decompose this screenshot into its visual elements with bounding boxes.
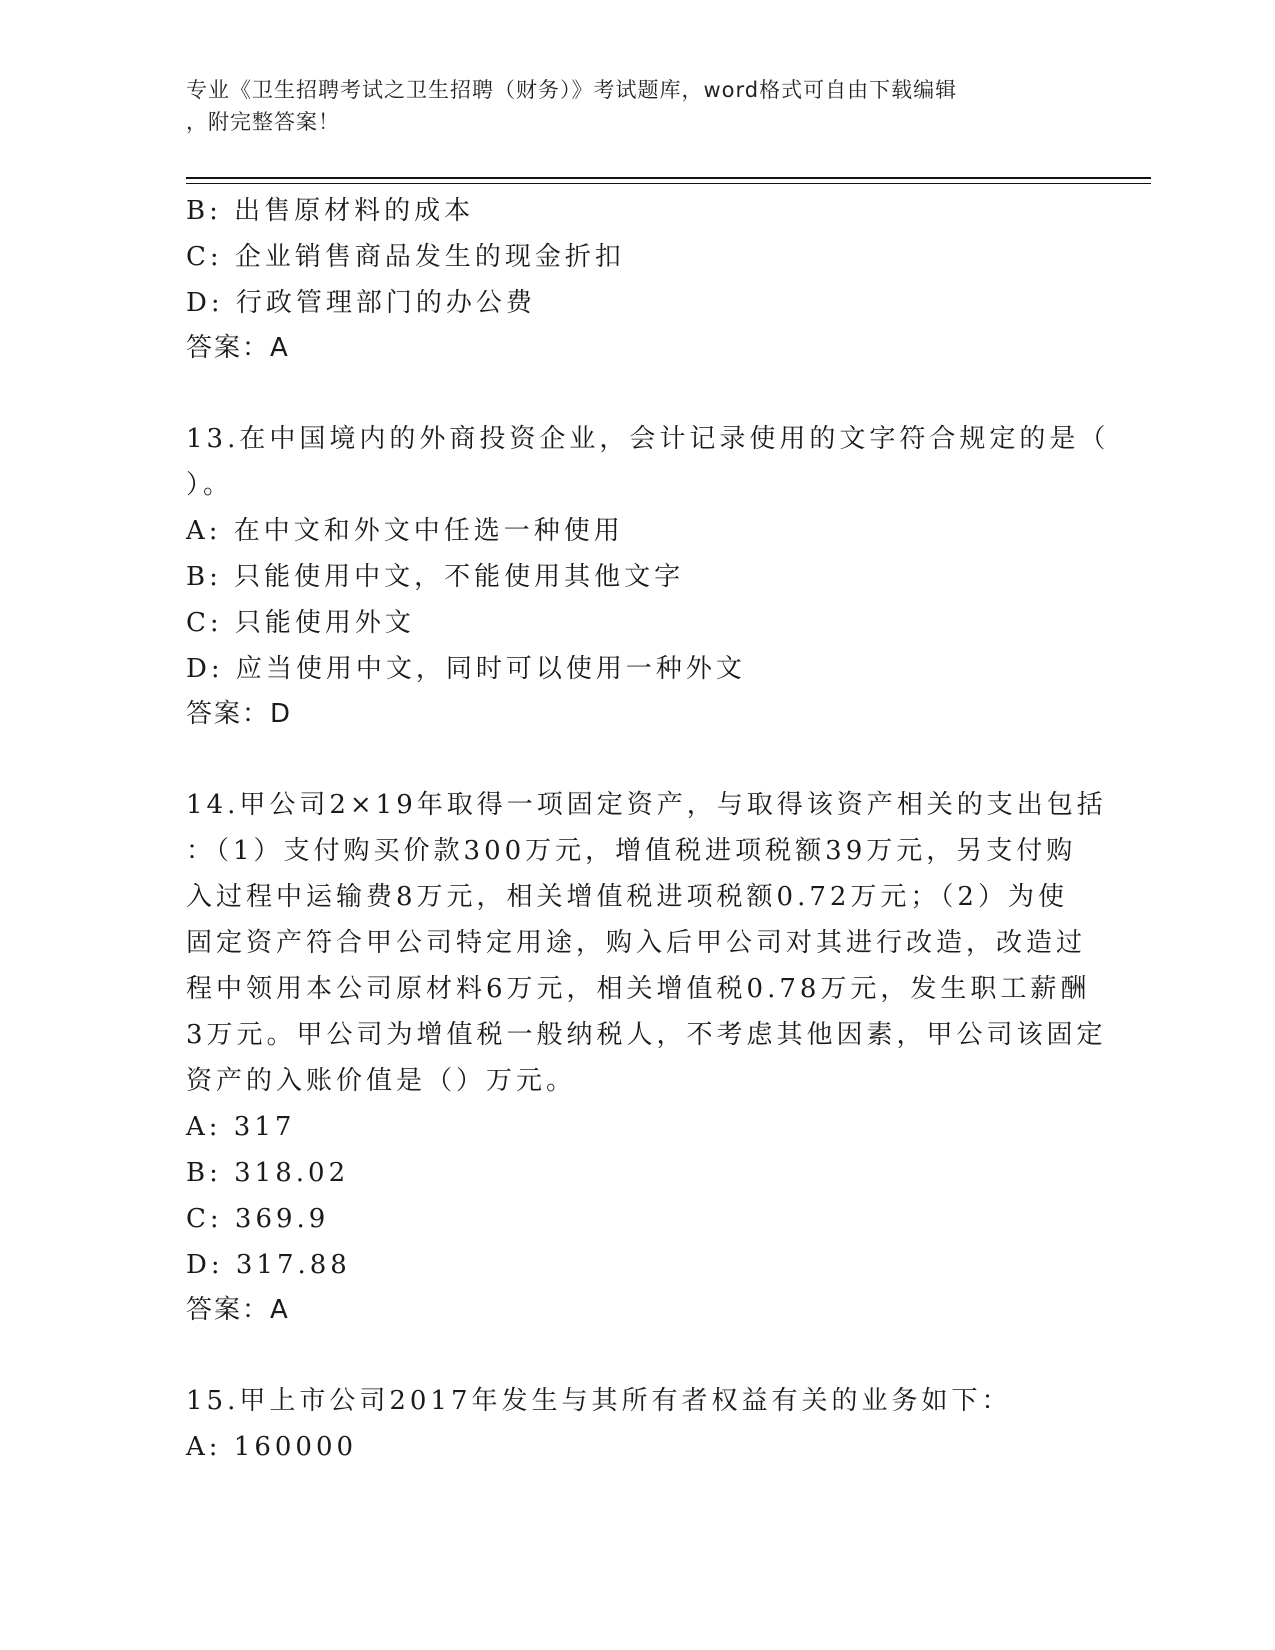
- q14-stem-line-7: 资产的入账价值是（）万元。: [186, 1066, 577, 1096]
- question-spacer: [186, 736, 1086, 782]
- q14-option-b: B: 318.02: [186, 1158, 350, 1188]
- question-spacer: [186, 370, 1086, 416]
- q13-answer: 答案：D: [186, 699, 293, 729]
- q14-stem-line-2: ：（1）支付购买价款300万元，增值税进项税额39万元，另支付购: [186, 836, 1077, 866]
- q14-stem-line-3: 入过程中运输费8万元，相关增值税进项税额0.72万元；（2）为使: [186, 882, 1068, 912]
- q12-option-b: B: 出售原材料的成本: [186, 196, 475, 226]
- q13-option-d: D: 应当使用中文，同时可以使用一种外文: [186, 654, 746, 684]
- document-header: [186, 74, 1066, 138]
- q12-option-c: C: 企业销售商品发生的现金折扣: [186, 242, 625, 272]
- question-list: [186, 188, 1110, 1470]
- question-13: [186, 416, 1110, 736]
- header-divider-thick: [186, 177, 1151, 179]
- question-spacer: [186, 1332, 1086, 1378]
- q15-stem-line-1: 15.甲上市公司2017年发生与其所有者权益有关的业务如下：: [186, 1386, 1012, 1416]
- q13-option-a: A: 在中文和外文中任选一种使用: [186, 516, 624, 546]
- q13-stem-line-1: 13.在中国境内的外商投资企业，会计记录使用的文字符合规定的是（: [186, 424, 1110, 454]
- header-title-line-1: 专业《卫生招聘考试之卫生招聘（财务）》考试题库，word格式可自由下载编辑: [186, 78, 958, 102]
- q14-option-a: A: 317: [186, 1112, 296, 1142]
- header-divider-thin: [186, 183, 1151, 184]
- question-15: [186, 1378, 1086, 1470]
- q14-stem-line-4: 固定资产符合甲公司特定用途，购入后甲公司对其进行改造，改造过: [186, 928, 1087, 958]
- question-14: [186, 782, 1107, 1332]
- q14-stem-line-6: 3万元。甲公司为增值税一般纳税人，不考虑其他因素，甲公司该固定: [186, 1020, 1107, 1050]
- q13-stem-line-2: ）。: [186, 470, 234, 500]
- q14-stem-line-1: 14.甲公司2×19年取得一项固定资产，与取得该资产相关的支出包括: [186, 790, 1107, 820]
- q14-answer: 答案：A: [186, 1295, 290, 1325]
- q12-answer: 答案：A: [186, 333, 290, 363]
- header-title-line-2: ，附完整答案！: [186, 110, 340, 134]
- q13-option-b: B: 只能使用中文，不能使用其他文字: [186, 562, 685, 592]
- q14-stem-line-5: 程中领用本公司原材料6万元，相关增值税0.78万元，发生职工薪酬: [186, 974, 1091, 1004]
- q14-option-d: D: 317.88: [186, 1250, 351, 1280]
- question-12: [186, 188, 1086, 370]
- q13-option-c: C: 只能使用外文: [186, 608, 415, 638]
- q15-option-a: A: 160000: [186, 1432, 358, 1462]
- q12-option-d: D: 行政管理部门的办公费: [186, 288, 536, 318]
- q14-option-c: C: 369.9: [186, 1204, 330, 1234]
